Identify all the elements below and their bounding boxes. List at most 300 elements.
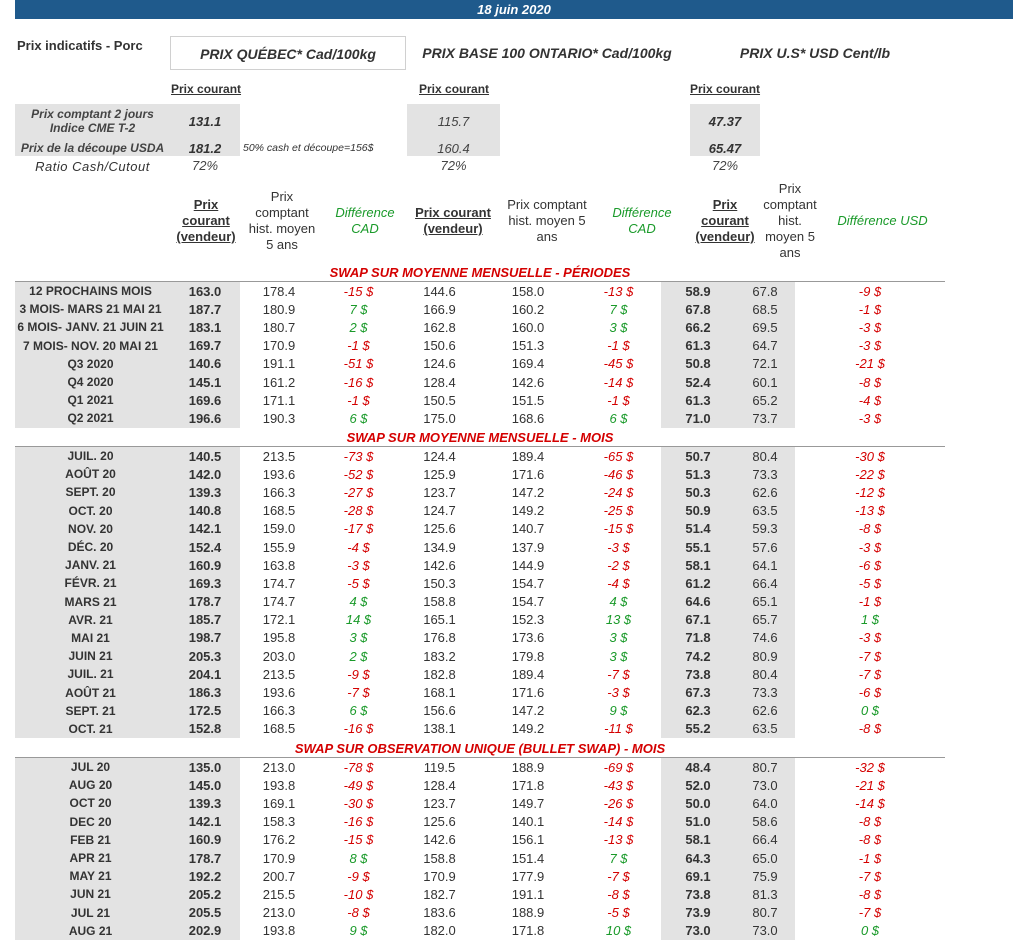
row-label-cell: APR 21 — [15, 849, 170, 867]
ontario-hist-cell: 156.1 — [511, 832, 545, 848]
us-diff-cell: -6 $ — [858, 557, 882, 573]
quebec-prix-courant-cell: 142.1 — [170, 520, 240, 538]
ontario-cutout-value: 160.4 — [437, 141, 470, 156]
row-label-cell: 6 MOIS- JANV. 21 JUIN 21 — [15, 318, 170, 336]
quebec-diff-cell: -30 $ — [343, 795, 374, 811]
ontario-prix-courant-cell: 182.7 — [423, 886, 456, 902]
row-label-cell: AVR. 21 — [15, 611, 170, 629]
us-hist-cell: 59.3 — [735, 520, 795, 538]
table-row — [15, 683, 945, 701]
row-label-cell: Q1 2021 — [15, 391, 170, 409]
ontario-diff-cell: 3 $ — [609, 319, 628, 335]
table-row — [15, 720, 945, 738]
quebec-diff-cell: -28 $ — [343, 503, 374, 519]
row-label-cell: Q4 2020 — [15, 373, 170, 391]
table-row — [15, 647, 945, 665]
ontario-diff-cell: -15 $ — [603, 521, 634, 537]
ontario-prix-courant-cell: 176.8 — [423, 630, 456, 646]
ontario-hist-cell: 158.0 — [511, 283, 545, 299]
quebec-diff-cell: 9 $ — [349, 923, 368, 939]
ratio-label: Ratio Cash/Cutout — [35, 159, 150, 174]
table-row — [15, 520, 945, 538]
us-hist-cell: 69.5 — [735, 318, 795, 336]
quebec-prix-courant-cell: 196.6 — [170, 409, 240, 427]
us-diff-cell: -8 $ — [858, 374, 882, 390]
ontario-prix-comptant-hist-header: Prix comptant hist. moyen 5 ans — [507, 197, 587, 244]
table-row — [15, 318, 945, 336]
us-prix-courant-label: Prix courant — [690, 82, 761, 96]
quebec-diff-cell: -9 $ — [347, 666, 370, 682]
cash-label: Prix comptant 2 jours Indice CME T-2 — [31, 107, 154, 135]
ontario-hist-cell: 177.9 — [511, 868, 545, 884]
ontario-prix-courant-cell: 150.5 — [423, 392, 456, 408]
quebec-prix-courant-cell: 172.5 — [170, 702, 240, 720]
ontario-prix-courant-cell: 158.8 — [423, 594, 456, 610]
us-diff-cell: -7 $ — [858, 868, 882, 884]
ontario-diff-cell: -46 $ — [603, 466, 634, 482]
row-label-cell: MAI 21 — [15, 629, 170, 647]
row-label-cell: SEPT. 21 — [15, 702, 170, 720]
ontario-hist-cell: 160.0 — [511, 319, 545, 335]
us-diff-cell: -3 $ — [858, 539, 882, 555]
table-row — [15, 849, 945, 867]
quebec-prix-courant-cell: 169.7 — [170, 337, 240, 355]
ontario-prix-courant-cell: 175.0 — [423, 410, 456, 426]
quebec-prix-courant-cell: 169.6 — [170, 391, 240, 409]
us-diff-cell: -3 $ — [858, 630, 882, 646]
row-label-cell: MAY 21 — [15, 867, 170, 885]
table-row — [15, 447, 945, 465]
ontario-diff-cell: -13 $ — [603, 283, 634, 299]
ontario-diff-cell: 4 $ — [609, 594, 628, 610]
quebec-hist-cell: 170.9 — [262, 850, 296, 866]
quebec-hist-cell: 172.1 — [262, 612, 296, 628]
us-hist-cell: 73.0 — [735, 922, 795, 940]
quebec-prix-courant-cell: 139.3 — [170, 483, 240, 501]
ontario-hist-cell: 140.1 — [511, 814, 545, 830]
quebec-diff-cell: -10 $ — [343, 886, 374, 902]
ontario-prix-courant-cell: 125.6 — [423, 521, 456, 537]
ontario-diff-cell: -14 $ — [603, 374, 634, 390]
quebec-prix-courant-cell: 178.7 — [170, 849, 240, 867]
ontario-prix-courant-cell: 128.4 — [423, 374, 456, 390]
quebec-diff-cell: -1 $ — [347, 338, 370, 354]
ontario-prix-courant-cell: 123.7 — [423, 795, 456, 811]
table-row — [15, 922, 945, 940]
table-row — [15, 483, 945, 501]
cutout-label: Prix de la découpe USDA — [20, 141, 165, 155]
us-diff-cell: -22 $ — [855, 466, 885, 482]
ontario-diff-cell: 3 $ — [609, 630, 628, 646]
us-prix-courant-cell: 51.3 — [661, 465, 735, 483]
row-label-cell: AUG 21 — [15, 922, 170, 940]
ontario-hist-cell: 169.4 — [511, 356, 545, 372]
swap-mois-table — [15, 447, 945, 738]
us-diff-cell: -21 $ — [855, 777, 885, 793]
ontario-diff-cell: -8 $ — [607, 886, 630, 902]
quebec-prix-courant-cell: 198.7 — [170, 629, 240, 647]
ontario-prix-courant-cell: 124.4 — [423, 448, 456, 464]
ontario-diff-cell: 9 $ — [609, 703, 628, 719]
table-row — [15, 391, 945, 409]
row-label-cell: Q2 2021 — [15, 409, 170, 427]
us-prix-courant-cell: 62.3 — [661, 702, 735, 720]
ontario-prix-courant-cell: 156.6 — [423, 703, 456, 719]
ontario-diff-cell: 7 $ — [609, 850, 628, 866]
quebec-price-header: PRIX QUÉBEC* Cad/100kg — [170, 36, 406, 70]
us-prix-courant-cell: 66.2 — [661, 318, 735, 336]
table-row — [15, 502, 945, 520]
us-prix-courant-cell: 50.3 — [661, 483, 735, 501]
us-ratio-value: 72% — [711, 158, 739, 173]
us-hist-cell: 80.4 — [735, 447, 795, 465]
quebec-hist-cell: 155.9 — [262, 539, 296, 555]
us-prix-courant-cell: 51.0 — [661, 813, 735, 831]
ontario-cash-value: 115.7 — [437, 114, 470, 129]
us-prix-courant-cell: 64.3 — [661, 849, 735, 867]
us-prix-courant-cell: 50.8 — [661, 355, 735, 373]
ontario-diff-cell: -65 $ — [603, 448, 634, 464]
us-diff-cell: -3 $ — [858, 410, 882, 426]
quebec-hist-cell: 163.8 — [262, 557, 296, 573]
us-prix-courant-cell: 50.9 — [661, 502, 735, 520]
us-prix-courant-cell: 58.1 — [661, 556, 735, 574]
quebec-hist-cell: 166.3 — [262, 703, 296, 719]
us-hist-cell: 64.0 — [735, 794, 795, 812]
ontario-hist-cell: 171.8 — [511, 923, 545, 939]
ontario-prix-courant-cell: 124.6 — [423, 356, 456, 372]
quebec-hist-cell: 174.7 — [262, 594, 296, 610]
table-row — [15, 337, 945, 355]
us-prix-courant-cell: 61.2 — [661, 574, 735, 592]
us-prix-courant-cell: 58.9 — [661, 282, 735, 300]
us-hist-cell: 67.8 — [735, 282, 795, 300]
us-hist-cell: 73.7 — [735, 409, 795, 427]
quebec-hist-cell: 193.8 — [262, 777, 296, 793]
table-row — [15, 885, 945, 903]
quebec-diff-cell: -17 $ — [343, 521, 374, 537]
swap-periodes-table — [15, 282, 945, 428]
ontario-prix-courant-cell: 183.2 — [423, 648, 456, 664]
us-prix-courant-cell: 67.8 — [661, 300, 735, 318]
ontario-diff-cell: -5 $ — [607, 905, 630, 921]
quebec-diff-cell: -1 $ — [347, 392, 370, 408]
quebec-diff-cell: -16 $ — [343, 721, 374, 737]
quebec-diff-cell: 7 $ — [349, 301, 368, 317]
quebec-diff-cell: 8 $ — [349, 850, 368, 866]
ontario-ratio-value: 72% — [440, 158, 467, 173]
ontario-diff-cell: -13 $ — [603, 832, 634, 848]
quebec-hist-cell: 166.3 — [262, 484, 296, 500]
row-label-cell: FEB 21 — [15, 831, 170, 849]
ontario-diff-cell: -2 $ — [607, 557, 630, 573]
quebec-diff-cell: 3 $ — [349, 630, 368, 646]
ontario-prix-courant-cell: 119.5 — [423, 759, 456, 775]
us-hist-cell: 80.9 — [735, 647, 795, 665]
quebec-diff-cell: 6 $ — [349, 703, 368, 719]
row-label-cell: DEC 20 — [15, 813, 170, 831]
section-title-mois: SWAP SUR MOYENNE MENSUELLE - MOIS — [346, 430, 614, 445]
ontario-prix-courant-cell: 123.7 — [423, 484, 456, 500]
quebec-prix-courant-label: Prix courant — [171, 82, 242, 96]
row-label-cell: JANV. 21 — [15, 556, 170, 574]
quebec-diff-cell: -3 $ — [347, 557, 370, 573]
quebec-prix-courant-cell: 135.0 — [170, 758, 240, 776]
quebec-prix-courant-cell: 192.2 — [170, 867, 240, 885]
us-hist-cell: 80.4 — [735, 665, 795, 683]
us-prix-courant-cell: 55.1 — [661, 538, 735, 556]
table-row — [15, 373, 945, 391]
table-row — [15, 574, 945, 592]
quebec-hist-cell: 203.0 — [262, 648, 296, 664]
table-row — [15, 593, 945, 611]
quebec-diff-cell: 6 $ — [349, 410, 368, 426]
quebec-prix-courant-cell: 169.3 — [170, 574, 240, 592]
quebec-prix-courant-cell: 142.1 — [170, 813, 240, 831]
ontario-hist-cell: 149.2 — [511, 721, 545, 737]
ontario-hist-cell: 144.9 — [511, 557, 545, 573]
table-row — [15, 867, 945, 885]
ontario-hist-cell: 171.6 — [511, 685, 545, 701]
ontario-hist-cell: 173.6 — [511, 630, 545, 646]
ontario-hist-cell: 160.2 — [511, 301, 545, 317]
quebec-prix-comptant-hist-header: Prix comptant hist. moyen 5 ans — [248, 189, 316, 252]
us-cash-value: 47.37 — [708, 114, 742, 129]
quebec-hist-cell: 195.8 — [262, 630, 296, 646]
ontario-diff-cell: -7 $ — [607, 666, 630, 682]
us-hist-cell: 73.0 — [735, 776, 795, 794]
quebec-hist-cell: 193.6 — [262, 685, 296, 701]
us-prix-courant-cell: 50.0 — [661, 794, 735, 812]
quebec-cash-value: 131.1 — [188, 114, 222, 129]
table-row — [15, 355, 945, 373]
quebec-prix-courant-cell: 205.2 — [170, 885, 240, 903]
quebec-hist-cell: 159.0 — [262, 521, 296, 537]
quebec-diff-cell: -51 $ — [343, 356, 374, 372]
quebec-prix-courant-cell: 140.8 — [170, 502, 240, 520]
table-row — [15, 409, 945, 427]
quebec-prix-courant-cell: 183.1 — [170, 318, 240, 336]
quebec-hist-cell: 161.2 — [262, 374, 296, 390]
us-hist-cell: 63.5 — [735, 720, 795, 738]
quebec-prix-courant-cell: 186.3 — [170, 683, 240, 701]
quebec-prix-courant-cell: 205.5 — [170, 904, 240, 922]
quebec-prix-courant-vendeur-header: Prix courant (vendeur) — [176, 197, 236, 244]
us-prix-courant-cell: 71.0 — [661, 409, 735, 427]
ontario-prix-courant-cell: 150.3 — [423, 575, 456, 591]
row-label-cell: AOÛT 21 — [15, 683, 170, 701]
ontario-diff-cell: -45 $ — [603, 356, 634, 372]
quebec-hist-cell: 180.9 — [262, 301, 296, 317]
us-diff-cell: -30 $ — [855, 448, 885, 464]
ontario-hist-cell: 151.4 — [511, 850, 545, 866]
quebec-prix-courant-cell: 145.0 — [170, 776, 240, 794]
us-prix-courant-cell: 67.3 — [661, 683, 735, 701]
us-diff-cell: -8 $ — [858, 521, 882, 537]
quebec-hist-cell: 168.5 — [262, 503, 296, 519]
quebec-prix-courant-cell: 140.6 — [170, 355, 240, 373]
quebec-prix-courant-cell: 202.9 — [170, 922, 240, 940]
row-label-cell: SEPT. 20 — [15, 483, 170, 501]
quebec-difference-cad-header: Différence CAD — [335, 205, 395, 236]
quebec-prix-courant-cell: 178.7 — [170, 593, 240, 611]
us-hist-cell: 80.7 — [735, 904, 795, 922]
us-hist-cell: 62.6 — [735, 483, 795, 501]
us-prix-courant-cell: 58.1 — [661, 831, 735, 849]
quebec-hist-cell: 213.5 — [262, 666, 296, 682]
ontario-diff-cell: 3 $ — [609, 648, 628, 664]
row-label-cell: JUL 20 — [15, 758, 170, 776]
quebec-diff-cell: 2 $ — [349, 319, 368, 335]
us-prix-courant-cell: 48.4 — [661, 758, 735, 776]
ontario-prix-courant-cell: 128.4 — [423, 777, 456, 793]
us-prix-courant-cell: 50.7 — [661, 447, 735, 465]
quebec-diff-cell: -73 $ — [343, 448, 374, 464]
row-label-cell: AOÛT 20 — [15, 465, 170, 483]
quebec-prix-courant-cell: 140.5 — [170, 447, 240, 465]
ontario-prix-courant-cell: 142.6 — [423, 557, 456, 573]
us-diff-cell: 0 $ — [860, 923, 880, 939]
table-row — [15, 556, 945, 574]
ontario-prix-courant-cell: 166.9 — [423, 301, 456, 317]
us-hist-cell: 80.7 — [735, 758, 795, 776]
quebec-diff-cell: -5 $ — [347, 575, 370, 591]
us-diff-cell: -21 $ — [855, 356, 885, 372]
table-row — [15, 665, 945, 683]
quebec-diff-cell: -27 $ — [343, 484, 374, 500]
us-hist-cell: 66.4 — [735, 831, 795, 849]
ontario-diff-cell: -4 $ — [607, 575, 630, 591]
quebec-prix-courant-cell: 145.1 — [170, 373, 240, 391]
quebec-diff-cell: -4 $ — [347, 539, 370, 555]
ontario-diff-cell: 6 $ — [609, 410, 628, 426]
row-label-cell: JUIL. 20 — [15, 447, 170, 465]
us-diff-cell: -5 $ — [858, 575, 882, 591]
us-hist-cell: 66.4 — [735, 574, 795, 592]
row-label-cell: 3 MOIS- MARS 21 MAI 21 — [15, 300, 170, 318]
quebec-hist-cell: 193.8 — [262, 923, 296, 939]
row-label-cell: AUG 20 — [15, 776, 170, 794]
ontario-prix-courant-cell: 165.1 — [423, 612, 456, 628]
quebec-diff-cell: -16 $ — [343, 814, 374, 830]
ontario-prix-courant-cell: 158.8 — [423, 850, 456, 866]
ontario-hist-cell: 154.7 — [511, 594, 545, 610]
us-prix-courant-cell: 71.8 — [661, 629, 735, 647]
us-hist-cell: 75.9 — [735, 867, 795, 885]
ontario-price-header: PRIX BASE 100 ONTARIO* Cad/100kg — [422, 45, 672, 61]
us-diff-cell: -4 $ — [858, 392, 882, 408]
ontario-hist-cell: 171.6 — [511, 466, 545, 482]
quebec-diff-cell: -8 $ — [347, 905, 370, 921]
ontario-prix-courant-cell: 150.6 — [423, 338, 456, 354]
ontario-diff-cell: -1 $ — [607, 392, 630, 408]
us-prix-courant-cell: 73.9 — [661, 904, 735, 922]
us-diff-cell: -8 $ — [858, 886, 882, 902]
ontario-hist-cell: 149.7 — [511, 795, 545, 811]
quebec-diff-cell: -7 $ — [347, 685, 370, 701]
quebec-ratio-value: 72% — [191, 158, 219, 173]
ontario-hist-cell: 147.2 — [511, 484, 545, 500]
quebec-diff-cell: -9 $ — [347, 868, 370, 884]
ontario-prix-courant-cell: 182.8 — [423, 666, 456, 682]
us-hist-cell: 73.3 — [735, 465, 795, 483]
ontario-hist-cell: 171.8 — [511, 777, 545, 793]
quebec-hist-cell: 193.6 — [262, 466, 296, 482]
quebec-hist-cell: 171.1 — [262, 392, 296, 408]
us-hist-cell: 73.3 — [735, 683, 795, 701]
ontario-prix-courant-label: Prix courant — [419, 82, 490, 96]
ontario-prix-courant-cell: 183.6 — [423, 905, 456, 921]
us-prix-courant-cell: 61.3 — [661, 391, 735, 409]
quebec-prix-courant-cell: 160.9 — [170, 556, 240, 574]
section-title-bullet: SWAP SUR OBSERVATION UNIQUE (BULLET SWAP) - MOIS — [294, 741, 666, 756]
quebec-hist-cell: 213.5 — [262, 448, 296, 464]
quebec-prix-courant-cell: 152.4 — [170, 538, 240, 556]
us-prix-courant-cell: 55.2 — [661, 720, 735, 738]
ontario-diff-cell: -26 $ — [603, 795, 634, 811]
quebec-hist-cell: 168.5 — [262, 721, 296, 737]
us-prix-courant-cell: 73.8 — [661, 665, 735, 683]
ontario-prix-courant-cell: 134.9 — [423, 539, 456, 555]
us-prix-courant-cell: 52.0 — [661, 776, 735, 794]
ontario-diff-cell: -7 $ — [607, 868, 630, 884]
table-row — [15, 758, 945, 776]
us-diff-cell: -32 $ — [855, 759, 885, 775]
ontario-diff-cell: -11 $ — [604, 721, 633, 737]
us-hist-cell: 65.2 — [735, 391, 795, 409]
ontario-diff-cell: -3 $ — [607, 685, 630, 701]
table-row — [15, 831, 945, 849]
us-diff-cell: -1 $ — [858, 594, 882, 610]
ontario-diff-cell: 10 $ — [605, 923, 632, 939]
us-diff-cell: -8 $ — [858, 721, 882, 737]
quebec-prix-courant-cell: 152.8 — [170, 720, 240, 738]
ontario-prix-courant-cell: 125.6 — [423, 814, 456, 830]
us-hist-cell: 57.6 — [735, 538, 795, 556]
us-hist-cell: 74.6 — [735, 629, 795, 647]
ontario-hist-cell: 137.9 — [511, 539, 545, 555]
us-hist-cell: 60.1 — [735, 373, 795, 391]
us-diff-cell: -7 $ — [858, 905, 882, 921]
ontario-hist-cell: 188.9 — [511, 759, 545, 775]
row-label-cell: JUL 21 — [15, 904, 170, 922]
row-label-cell: JUIL. 21 — [15, 665, 170, 683]
us-diff-cell: -14 $ — [855, 795, 885, 811]
ontario-hist-cell: 168.6 — [511, 410, 545, 426]
us-hist-cell: 65.1 — [735, 593, 795, 611]
us-hist-cell: 68.5 — [735, 300, 795, 318]
table-row — [15, 794, 945, 812]
ontario-diff-cell: 13 $ — [605, 612, 632, 628]
quebec-diff-cell: 2 $ — [349, 648, 368, 664]
quebec-prix-courant-cell: 187.7 — [170, 300, 240, 318]
us-diff-cell: -6 $ — [858, 685, 882, 701]
quebec-prix-courant-cell: 139.3 — [170, 794, 240, 812]
row-label-cell: DÉC. 20 — [15, 538, 170, 556]
us-hist-cell: 65.7 — [735, 611, 795, 629]
date-banner: 18 juin 2020 — [15, 0, 1013, 19]
us-price-header: PRIX U.S* USD Cent/lb — [739, 45, 891, 61]
quebec-hist-cell: 174.7 — [262, 575, 296, 591]
quebec-prix-courant-cell: 142.0 — [170, 465, 240, 483]
us-prix-courant-cell: 69.1 — [661, 867, 735, 885]
ontario-diff-cell: -25 $ — [603, 503, 634, 519]
quebec-diff-cell: 14 $ — [345, 612, 372, 628]
ontario-hist-cell: 154.7 — [511, 575, 545, 591]
row-label-cell: NOV. 20 — [15, 520, 170, 538]
row-label-cell: OCT. 21 — [15, 720, 170, 738]
us-prix-courant-vendeur-header: Prix courant (vendeur) — [695, 197, 755, 244]
